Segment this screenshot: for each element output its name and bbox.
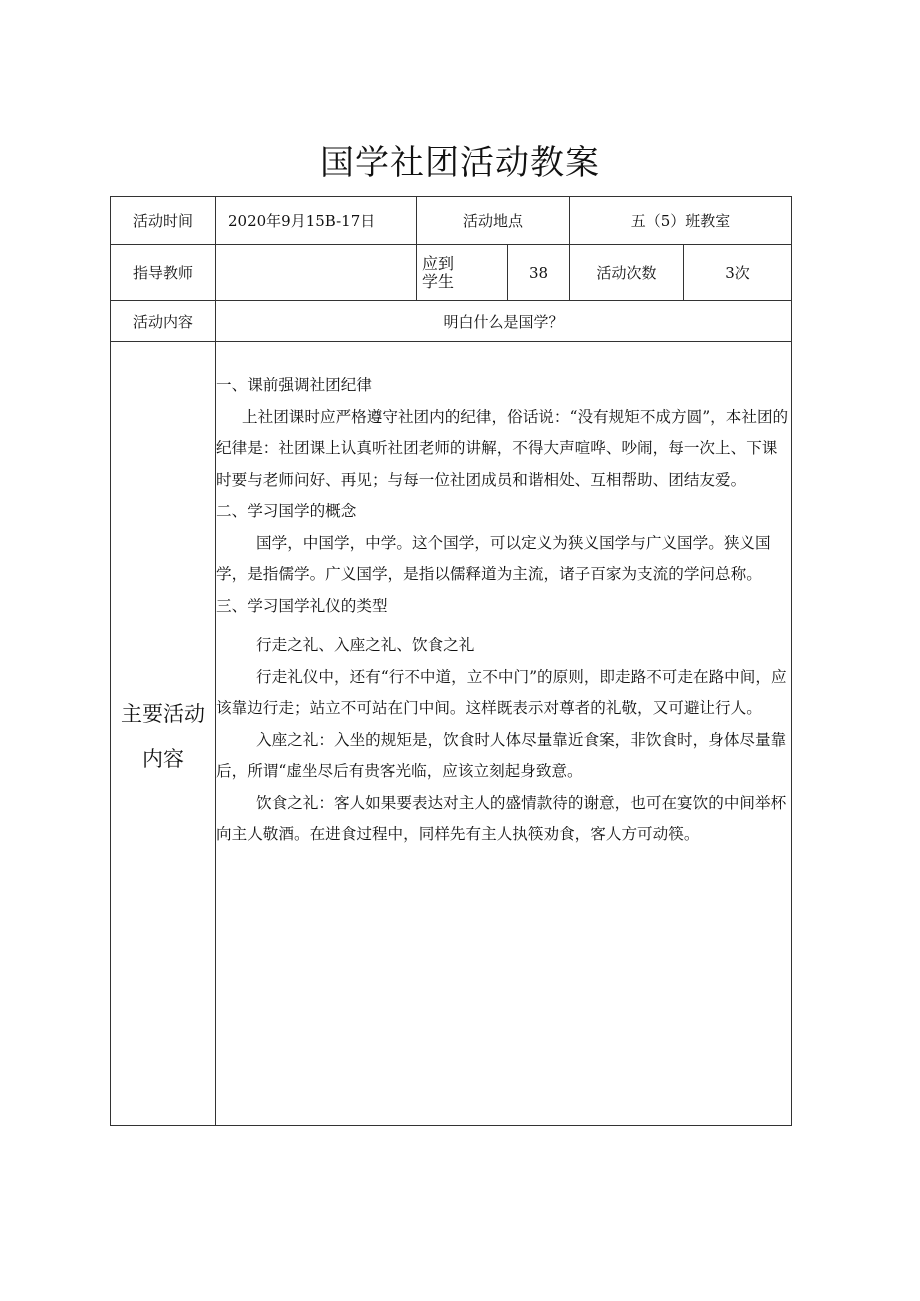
- activity-table: [110, 196, 792, 1126]
- main-content-label: [111, 692, 215, 782]
- activity-place-value: 五（5）班教室: [630, 212, 731, 230]
- page-title: 国学社团活动教案: [320, 143, 600, 183]
- section-heading-concept: 二、学习国学的概念: [216, 502, 357, 520]
- paragraph-dining: 饮食之礼：客人如果要表达对主人的盛情款待的谢意，也可在宴饮的中间举杯向主人敬酒。在进食过程中，同样先有主人执筷劝食，客人方可动筷。: [216, 793, 787, 843]
- teacher-value: [216, 245, 416, 300]
- paragraph-discipline: 上社团课时应严格遵守社团内的纪律，俗话说：“没有规矩不成方圆”，本社团的纪律是：社团课上认真听社团老师的讲解，不得大声喧哗、吵闹，每一次上、下课时要与老师问好、再见；与每一位社团成员和谐相处、互相帮助、团结友爱。: [216, 407, 789, 489]
- main-content-label-line1: 主要活动: [121, 702, 205, 726]
- main-content-label-line2: 内容: [142, 747, 184, 771]
- paragraph-etiquette-types: 行走之礼、入座之礼、饮食之礼: [256, 636, 475, 654]
- paragraph-walking: 行走礼仪中，还有“行不中道，立不中门”的原则，即走路不可走在路中间，应该靠边行走；站立不可站在门中间。这样既表示对尊者的礼敬，又可避让行人。: [216, 667, 787, 717]
- activity-place-label: 活动地点: [462, 212, 523, 230]
- activity-time-label: 活动时间: [132, 212, 193, 230]
- paragraph-concept: 国学，中国学，中学。这个国学，可以定义为狭义国学与广义国学。狭义国学，是指儒学。广义国学，是指以儒释道为主流，诸子百家为支流的学问总称。: [216, 533, 771, 583]
- expected-students-label-line1: 应到: [422, 253, 455, 273]
- activity-content-label: 活动内容: [132, 312, 193, 331]
- section-heading-etiquette: 三、学习国学礼仪的类型: [216, 596, 388, 615]
- section-heading-discipline: 一、课前强调社团纪律: [216, 376, 372, 394]
- expected-students-label-line2: 学生: [422, 271, 455, 291]
- main-content-body: [216, 342, 791, 851]
- activity-time-value: 2020年9月15B-17日: [228, 212, 376, 230]
- expected-students-label: [417, 245, 507, 300]
- activity-count-label: 活动次数: [596, 264, 657, 282]
- activity-content-value: 明白什么是国学？: [443, 312, 564, 331]
- expected-students-value: 38: [528, 263, 549, 282]
- teacher-label: 指导教师: [132, 264, 193, 282]
- activity-count-value: 3次: [725, 264, 750, 282]
- paragraph-sitting: 入座之礼：入坐的规矩是，饮食时人体尽量靠近食案，非饮食时，身体尽量靠后，所谓“虚坐尽后有贵客光临，应该立刻起身致意。: [216, 730, 787, 780]
